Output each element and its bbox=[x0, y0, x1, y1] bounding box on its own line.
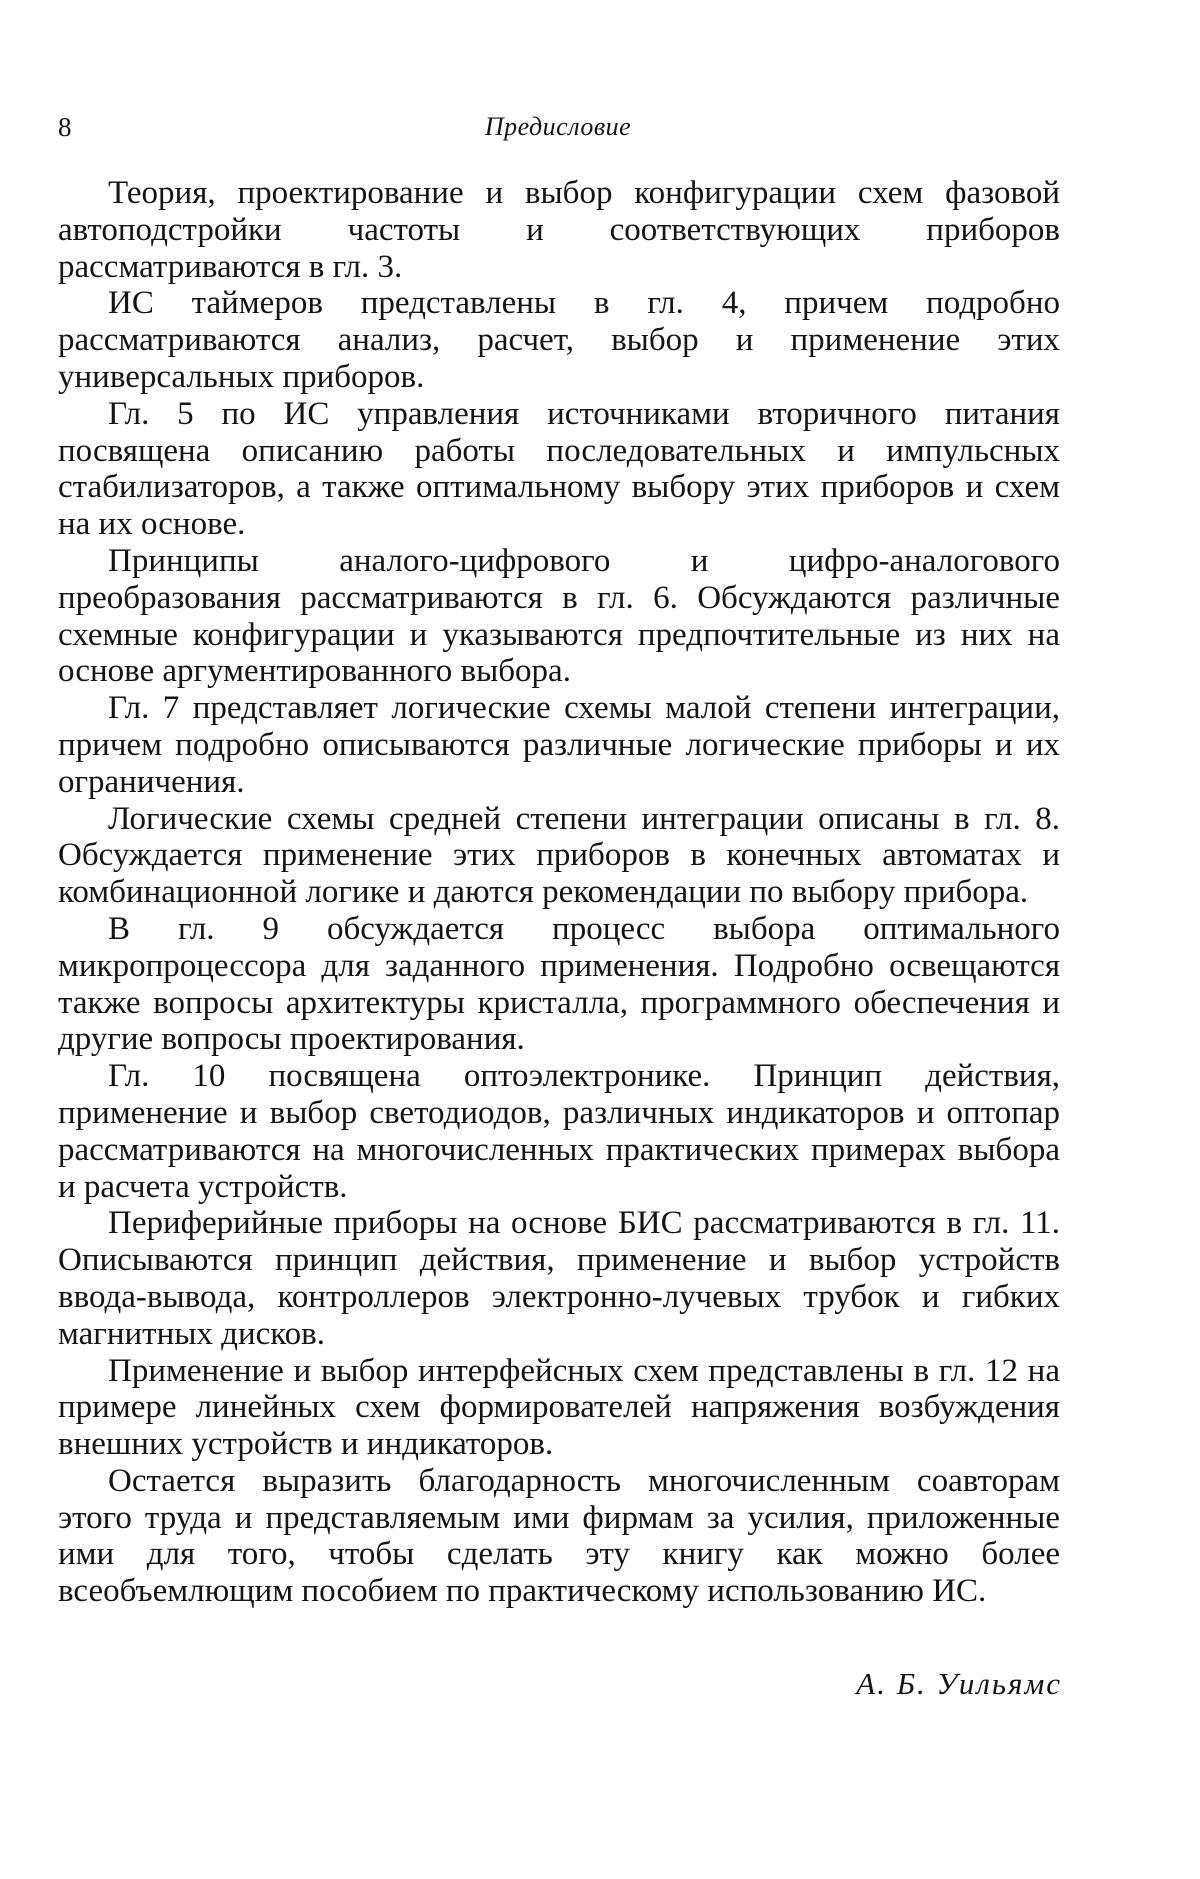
paragraph-3: Гл. 5 по ИС управления источниками вторичного питания посвящена описанию работы последовательных и импульсных стабилизаторов, а также оптимальному выбору этих приборов и схем на их основе. bbox=[58, 396, 1060, 543]
paragraph-1: Теория, проектирование и выбор конфигурации схем фазовой автоподстройки частоты и соответствующих приборов рассматриваются в гл. 3. bbox=[58, 175, 1060, 285]
book-page bbox=[0, 0, 1200, 1879]
author-signature: А. Б. Уильямс bbox=[856, 1665, 1062, 1703]
running-title: Предисловие bbox=[58, 110, 1058, 144]
paragraph-2: ИС таймеров представлены в гл. 4, причем подробно рассматриваются анализ, расчет, выбор и применение этих универсальных приборов. bbox=[58, 285, 1060, 395]
paragraph-7: В гл. 9 обсуждается процесс выбора оптимального микропроцессора для заданного применения. Подробно освещаются также вопросы архитектуры кристалла, программного обеспечения и другие вопросы проектирования. bbox=[58, 911, 1060, 1058]
running-head bbox=[58, 110, 1058, 144]
paragraph-4: Принципы аналого-цифрового и цифро-аналогового преобразования рассматриваются в гл. 6. Обсуждаются различные схемные конфигурации и указываются предпочтительные из них на основе аргументированного выбора. bbox=[58, 543, 1060, 690]
paragraph-5: Гл. 7 представляет логические схемы малой степени интеграции, причем подробно описываются различные логические приборы и их ограничения. bbox=[58, 690, 1060, 800]
paragraph-11: Остается выразить благодарность многочисленным соавторам этого труда и представляемым ими фирмам за усилия, приложенные ими для того, чтобы сделать эту книгу как можно более всеобъемлющим пособием по практическому использованию ИС. bbox=[58, 1463, 1060, 1610]
paragraph-9: Периферийные приборы на основе БИС рассматриваются в гл. 11. Описываются принцип действия, применение и выбор устройств ввода-вывода, контроллеров электронно-лучевых трубок и гибких магнитных дисков. bbox=[58, 1205, 1060, 1352]
paragraph-10: Применение и выбор интерфейсных схем представлены в гл. 12 на примере линейных схем формирователей напряжения возбуждения внешних устройств и индикаторов. bbox=[58, 1353, 1060, 1463]
paragraph-6: Логические схемы средней степени интеграции описаны в гл. 8. Обсуждается применение этих приборов в конечных автоматах и комбинационной логике и даются рекомендации по выбору прибора. bbox=[58, 801, 1060, 911]
paragraph-8: Гл. 10 посвящена оптоэлектронике. Принцип действия, применение и выбор светодиодов, различных индикаторов и оптопар рассматриваются на многочисленных практических примерах выбора и расчета устройств. bbox=[58, 1058, 1060, 1205]
body-text bbox=[58, 175, 1060, 1610]
page-number: 8 bbox=[58, 110, 72, 144]
